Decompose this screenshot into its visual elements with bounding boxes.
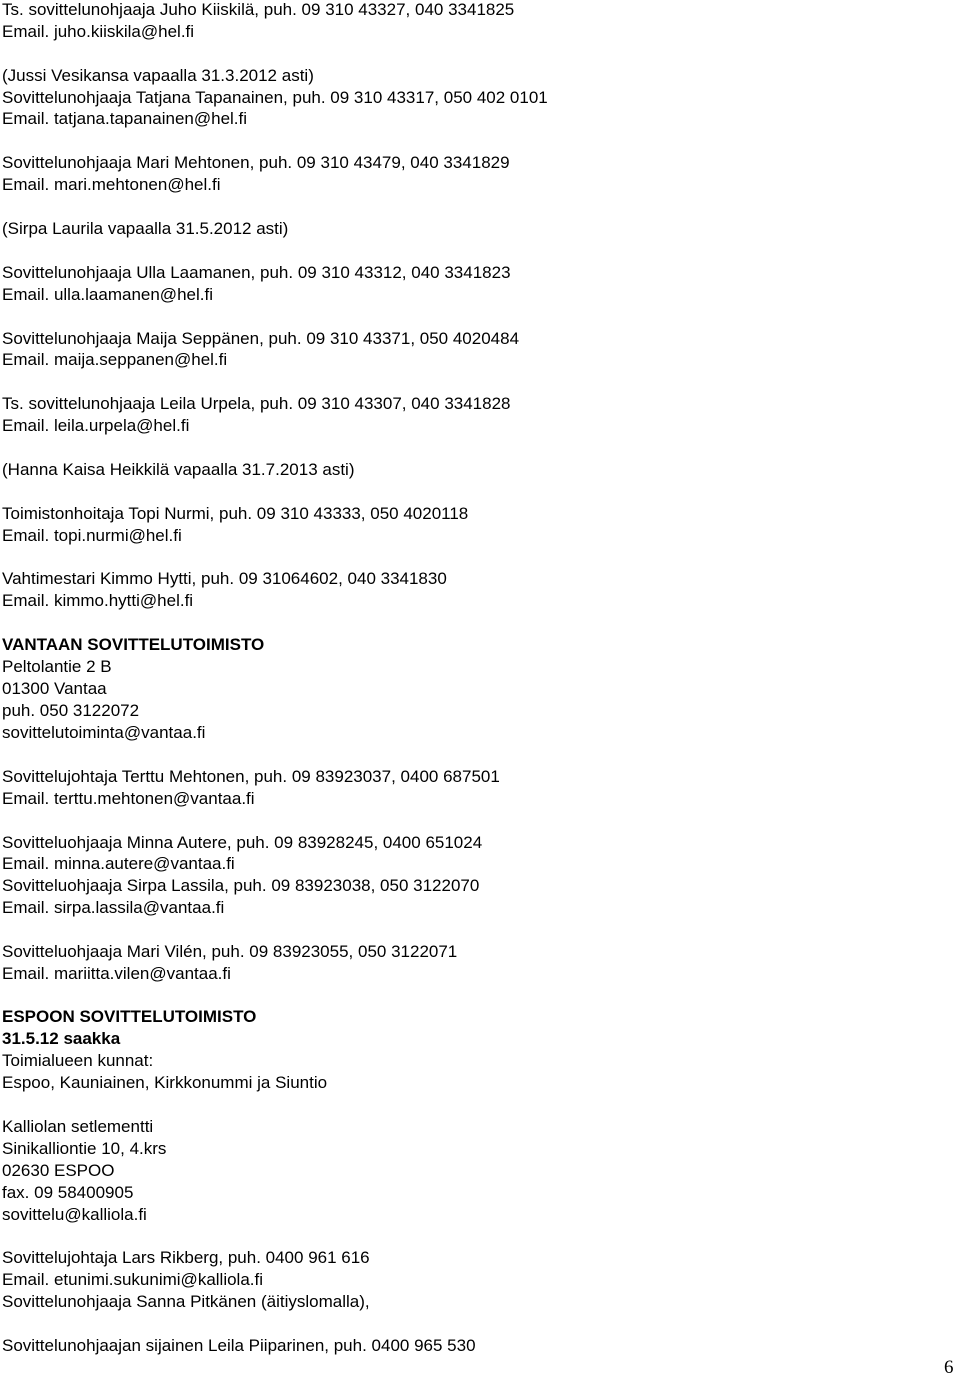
- email-line: Email. minna.autere@vantaa.fi: [2, 854, 235, 873]
- contact-line: Sovitteluohjaaja Sirpa Lassila, puh. 09 83923038, 050 3122070: [2, 876, 480, 895]
- email-line: Email. leila.urpela@hel.fi: [2, 416, 190, 435]
- email-line: sovittelu@kalliola.fi: [2, 1205, 147, 1224]
- address-line: Kalliolan setlementti: [2, 1117, 154, 1136]
- phone-line: puh. 050 3122072: [2, 701, 140, 720]
- address-line: Sinikalliontie 10, 4.krs: [2, 1139, 167, 1158]
- contact-line: Ts. sovittelunohjaaja Leila Urpela, puh. 09 310 43307, 040 3341828: [2, 394, 511, 413]
- email-line: Email. mari.mehtonen@hel.fi: [2, 175, 221, 194]
- section-heading-espoo: ESPOON SOVITTELUTOIMISTO: [2, 1007, 257, 1026]
- email-line: Email. mariitta.vilen@vantaa.fi: [2, 964, 231, 983]
- postal-line: 02630 ESPOO: [2, 1161, 115, 1180]
- contact-line: Sovittelunohjaaja Mari Mehtonen, puh. 09 310 43479, 040 3341829: [2, 153, 510, 172]
- contact-line: Sovittelunohjaajan sijainen Leila Piiparinen, puh. 0400 965 530: [2, 1336, 476, 1355]
- contact-line: Sovittelujohtaja Terttu Mehtonen, puh. 09 83923037, 0400 687501: [2, 767, 500, 786]
- contact-line: Ts. sovittelunohjaaja Juho Kiiskilä, puh. 09 310 43327, 040 3341825: [2, 0, 515, 19]
- contact-line: Sovittelunohjaaja Ulla Laamanen, puh. 09 310 43312, 040 3341823: [2, 263, 511, 282]
- section-heading-vantaa: VANTAAN SOVITTELUTOIMISTO: [2, 635, 265, 654]
- text-line: Toimialueen kunnat:: [2, 1051, 154, 1070]
- contact-line: Sovitteluohjaaja Minna Autere, puh. 09 83928245, 0400 651024: [2, 833, 483, 852]
- email-line: Email. terttu.mehtonen@vantaa.fi: [2, 789, 255, 808]
- postal-line: 01300 Vantaa: [2, 679, 107, 698]
- contact-line: Sovittelunohjaaja Maija Seppänen, puh. 09 310 43371, 050 4020484: [2, 329, 520, 348]
- email-line: Email. ulla.laamanen@hel.fi: [2, 285, 213, 304]
- leave-note-line: (Hanna Kaisa Heikkilä vapaalla 31.7.2013 asti): [2, 460, 355, 479]
- leave-note-line: (Jussi Vesikansa vapaalla 31.3.2012 asti): [2, 66, 314, 85]
- validity-line: 31.5.12 saakka: [2, 1029, 121, 1048]
- text-line: Espoo, Kauniainen, Kirkkonummi ja Siuntio: [2, 1073, 328, 1092]
- contact-line: Toimistonhoitaja Topi Nurmi, puh. 09 310 43333, 050 4020118: [2, 504, 469, 523]
- leave-note-line: (Sirpa Laurila vapaalla 31.5.2012 asti): [2, 219, 289, 238]
- email-line: Email. tatjana.tapanainen@hel.fi: [2, 109, 248, 128]
- contact-line: Sovittelunohjaaja Sanna Pitkänen (äitiyslomalla),: [2, 1292, 370, 1311]
- email-line: sovittelutoiminta@vantaa.fi: [2, 723, 206, 742]
- contact-line: Vahtimestari Kimmo Hytti, puh. 09 31064602, 040 3341830: [2, 569, 447, 588]
- email-line: Email. sirpa.lassila@vantaa.fi: [2, 898, 225, 917]
- contact-line: Sovittelujohtaja Lars Rikberg, puh. 0400 961 616: [2, 1248, 370, 1267]
- fax-line: fax. 09 58400905: [2, 1183, 134, 1202]
- contact-line: Sovitteluohjaaja Mari Vilén, puh. 09 83923055, 050 3122071: [2, 942, 458, 961]
- email-line: Email. topi.nurmi@hel.fi: [2, 526, 182, 545]
- email-line: Email. maija.seppanen@hel.fi: [2, 350, 228, 369]
- page-number: 6: [944, 1357, 954, 1378]
- email-line: Email. etunimi.sukunimi@kalliola.fi: [2, 1270, 264, 1289]
- email-line: Email. kimmo.hytti@hel.fi: [2, 591, 194, 610]
- email-line: Email. juho.kiiskila@hel.fi: [2, 22, 195, 41]
- address-line: Peltolantie 2 B: [2, 657, 112, 676]
- contact-line: Sovittelunohjaaja Tatjana Tapanainen, puh. 09 310 43317, 050 402 0101: [2, 88, 548, 107]
